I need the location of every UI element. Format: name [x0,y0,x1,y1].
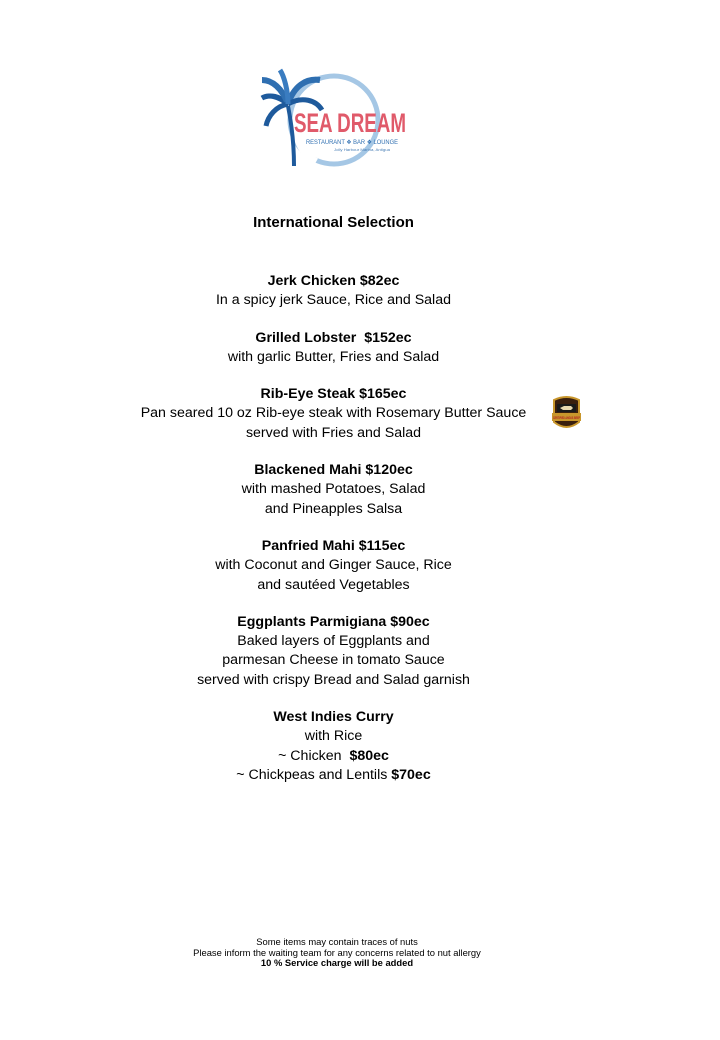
menu-item-title: Rib-Eye Steak $165ec [260,386,407,403]
menu-item-description: served with Fries and Salad [245,424,422,441]
sea-dream-logo [258,66,414,170]
section-title: International Selection [253,214,414,231]
curry-option-label: ~ Chickpeas and Lentils [236,766,392,783]
curry-option-price: $80ec [349,747,389,764]
menu-item-title: Jerk Chicken $82ec [267,273,400,289]
palm-tree-logo-icon [258,66,414,170]
menu-item [0,329,667,368]
badge-text: CERTIFIED ANGUS BEEF [553,416,581,420]
footer-notes [0,937,674,969]
menu-item-title: Blackened Mahi $120ec [254,462,413,479]
curry-option-chicken [0,747,667,766]
menu-item-description: served with crispy Bread and Salad garnish [197,671,470,688]
menu-item-description: Pan seared 10 oz Rib-eye steak with Rosemary Butter Sauce [140,405,527,422]
curry-option-label: ~ Chicken [278,747,350,764]
footer-service-charge: 10 % Service charge will be added [260,957,414,969]
angus-beef-badge-icon [550,396,583,430]
menu-item-description: Baked layers of Eggplants and [237,633,430,650]
menu-item [0,272,667,311]
menu-item-description: parmesan Cheese in tomato Sauce [222,652,445,669]
menu-item-title: Eggplants Parmigiana $90ec [237,613,430,630]
menu-item-description: with garlic Butter, Fries and Salad [227,348,440,365]
menu-item-description: and sautéed Vegetables [257,576,410,593]
menu-item-curry [0,708,667,785]
menu-item-description: with Rice [304,728,363,745]
menu-item-description: with mashed Potatoes, Salad [241,481,426,498]
menu-item-title: Panfried Mahi $115ec [261,537,406,554]
menu-item-description: In a spicy jerk Sauce, Rice and Salad [215,292,451,309]
menu-item-description: with Coconut and Ginger Sauce, Rice [215,557,452,574]
footer-nuts-note: Some items may contain traces of nuts [256,936,418,947]
certified-angus-beef-badge [550,396,583,430]
menu-item-title: Grilled Lobster $152ec [255,329,412,346]
footer-allergy-note: Please inform the waiting team for any concerns related to nut allergy [193,946,481,958]
logo-tagline: RESTAURANT ❖ BAR ❖ LOUNGE [306,140,398,146]
menu-item [0,613,667,690]
menu-item-description: and Pineapples Salsa [264,500,403,517]
curry-option-price: $70ec [391,766,431,783]
menu-list [0,272,667,803]
logo-brand: SEA DREAM [294,108,406,138]
menu-item [0,537,667,595]
curry-option-chickpeas [0,766,667,785]
menu-item-title: West Indies Curry [273,709,394,726]
logo-location: Jolly Harbour Marina, Antigua [334,147,391,152]
menu-item [0,461,667,519]
